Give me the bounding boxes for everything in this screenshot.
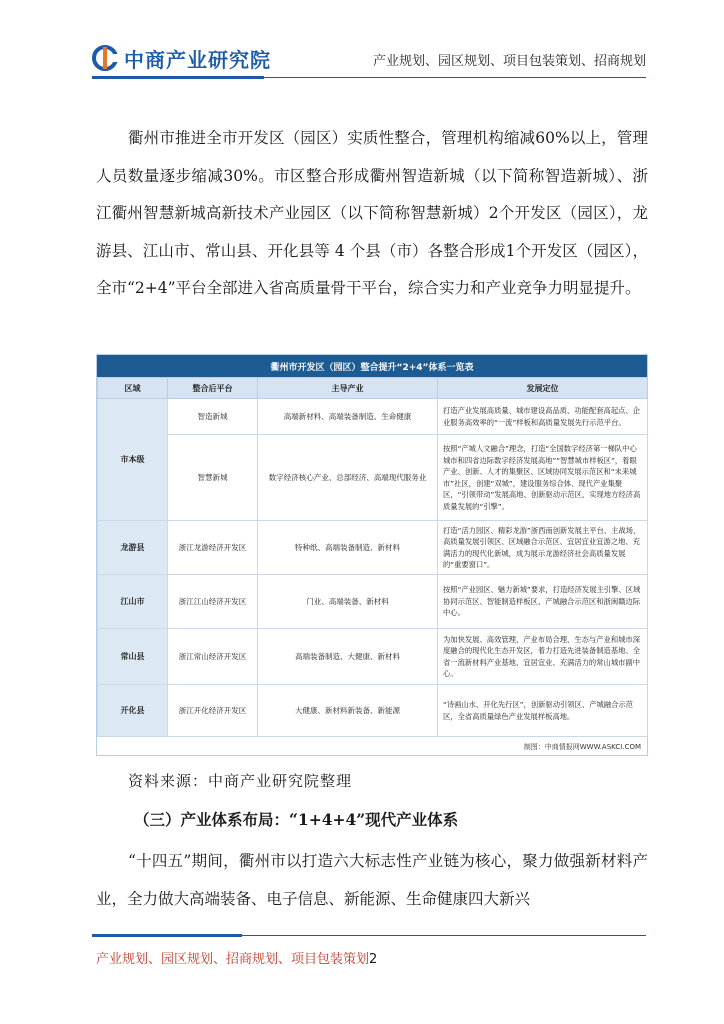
footer-rule-thick <box>92 934 242 937</box>
region-cell: 龙游县 <box>98 521 168 575</box>
table-row <box>98 685 648 737</box>
table-row <box>98 629 648 685</box>
region-cell: 开化县 <box>98 685 168 737</box>
table-row <box>98 575 648 629</box>
position-cell: “诗画山水、开化先行区”，创新驱动引领区、产城融合示范区，全省高质量绿色产业发展样板高地。 <box>438 685 648 737</box>
footer-rule-thin <box>242 935 646 936</box>
header-position: 发展定位 <box>438 378 648 399</box>
header-platform: 整合后平台 <box>168 378 258 399</box>
platform-cell: 智造新城 <box>168 399 258 435</box>
header-region: 区域 <box>98 378 168 399</box>
position-cell: 为加快发展、高效管理、产业布局合理、生态与产业和城市深度融合的现代化生态开发区，着力打造先进装备制造基地、全省一流新材料产业基地、宜居宜业、充满活力的常山城市副中心。 <box>438 629 648 685</box>
logo-text: 中商产业研究院 <box>124 47 271 72</box>
source-note: 资料来源：中商产业研究院整理 <box>128 772 353 790</box>
region-cell: 市本级 <box>98 399 168 521</box>
platform-table-figure <box>96 354 648 756</box>
position-cell: 按照“产城人文融合”理念，打造“全国数字经济第一梯队中心城市和四省边际数字经济发展高地”“智慧城市样板区”，着眼产业、创新、人才的集聚区、区域协同发展示范区和“未来城市”社区，创建“双城”，建设服务综合体、现代产业集聚区，“引领带动”发展高地、创新驱动示范区，实现地方经济高质量发展的“引擎”。 <box>438 435 648 521</box>
industry-cell: 特种纸、高端装备制造、新材料 <box>258 521 438 575</box>
platform-cell: 浙江江山经济开发区 <box>168 575 258 629</box>
industry-cell: 门业、高端装备、新材料 <box>258 575 438 629</box>
table-row <box>98 521 648 575</box>
header-industry: 主导产业 <box>258 378 438 399</box>
platform-cell: 浙江开化经济开发区 <box>168 685 258 737</box>
platform-table <box>97 377 648 737</box>
platform-cell: 智慧新城 <box>168 435 258 521</box>
platform-cell: 浙江龙游经济开发区 <box>168 521 258 575</box>
figure-source: 制图：中商情报网WWW.ASKCI.COM <box>523 743 641 751</box>
table-title: 衢州市开发区（园区）整合提升“2+4”体系一览表 <box>97 355 647 377</box>
region-cell: 江山市 <box>98 575 168 629</box>
page-number: 2 <box>369 952 378 967</box>
header-rule-thin <box>264 77 646 78</box>
paragraph-intro: 衢州市推进全市开发区（园区）实质性整合，管理机构缩减60%以上，管理人员数量逐步缩减30%。市区整合形成衢州智造新城（以下简称智造新城）、浙江衢州智慧新城高新技术产业园区（以下简称智慧新城）2个开发区（园区），龙游县、江山市、常山县、开化县等 4 个县（市）各整合形成1个开发区（园区），全市“2+4”平台全部进入省高质量骨干平台，综合实力和产业竞争力明显提升。 <box>96 129 648 297</box>
page-footer <box>96 948 377 967</box>
paragraph-industry-system: “十四五”期间，衢州市以打造六大标志性产业链为核心，聚力做强新材料产业，全力做大高端装备、电子信息、新能源、生命健康四大新兴 <box>96 852 648 908</box>
header-rule-thick <box>92 76 264 79</box>
section-heading: （三）产业体系布局：“1+4+4”现代产业体系 <box>134 810 459 829</box>
logo-icon <box>92 45 118 71</box>
table-row <box>98 435 648 521</box>
table-row <box>98 399 648 435</box>
region-cell: 常山县 <box>98 629 168 685</box>
position-cell: 打造产业发展高质量、城市建设高品质、功能配套高起点、企业服务高效率的“一流”样板和高质量发展先行示范平台。 <box>438 399 648 435</box>
industry-cell: 高端装备制造、大健康、新材料 <box>258 629 438 685</box>
position-cell: 打造“活力园区、精彩龙游”浙西南创新发展主平台、主战场，高质量发展引领区、区域融合示范区、宜居宜业宜游之地、充满活力的现代化新城，成为展示龙游经济社会高质量发展的“重要窗口”。 <box>438 521 648 575</box>
page-header <box>0 0 724 80</box>
platform-cell: 浙江常山经济开发区 <box>168 629 258 685</box>
industry-cell: 数字经济核心产业、总部经济、高端现代服务业 <box>258 435 438 521</box>
industry-cell: 高端新材料、高端装备制造、生命健康 <box>258 399 438 435</box>
table-header-row <box>98 378 648 399</box>
header-tagline: 产业规划、园区规划、项目包装策划、招商规划 <box>372 54 646 69</box>
position-cell: 按照“产业园区、魅力新城”要求，打造经济发展主引擎、区域协同示范区、智能制造样板区、产城融合示范区和浙闽赣边际中心。 <box>438 575 648 629</box>
industry-cell: 大健康、新材料新装备、新能源 <box>258 685 438 737</box>
logo <box>92 44 271 72</box>
footer-tagline: 产业规划、园区规划、招商规划、项目包装策划 <box>96 952 370 967</box>
